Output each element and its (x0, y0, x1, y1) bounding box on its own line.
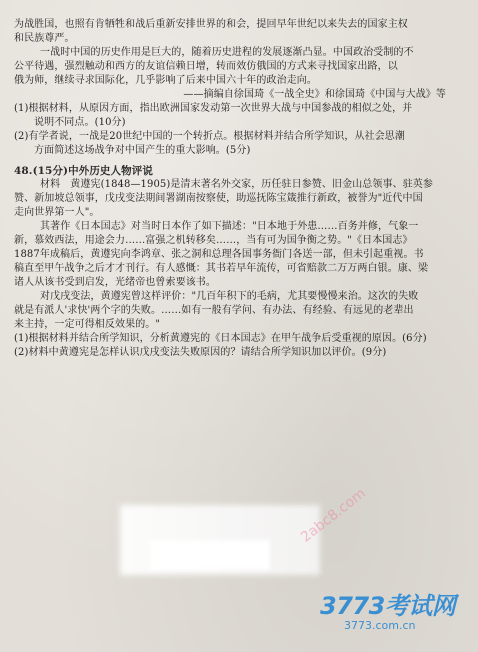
material-line: 对戊戌变法，黄遵宪曾这样评价："几百年积下的毛病，尤其要慢慢来治。这次的失败 (40, 291, 419, 302)
material-line: 走向世界第一人"。 (14, 207, 100, 218)
text-line: 说明不同点。(10分) (34, 117, 126, 128)
material-line: 1887年成稿后，黄遵宪向李鸿章、张之洞和总理各国事务衙门各送一部，但未引起重视。书 (14, 249, 424, 260)
text-line: 和民族尊严。 (14, 33, 75, 44)
logo-main-text: 3773考试网 (320, 592, 456, 620)
material-line: 来主持，一定可得相反效果的。" (14, 319, 161, 330)
logo-sub-text: 3773.com.cn (344, 619, 416, 632)
watermark-logo (320, 593, 470, 643)
text-line: 为战胜国，也照有肯牺牲和战后重新安排世界的和会，提回早年世纪以来失去的国家主权 (14, 19, 408, 30)
text-line: 一战时中国的历史作用是巨大的，随着历史进程的发展逐渐凸显。中国政治受制的不 (40, 47, 414, 58)
text-line: 公平待遇，强烈触动和西方的友谊信赖日增，转而效仿俄国的方式来寻找国家出路，以 (14, 61, 398, 72)
question-48-2: (2)材料中黄遵宪是怎样认识戊戌变法失败原因的？请结合所学知识加以评价。(9分) (14, 347, 387, 358)
question-1: (1)根据材料，从原因方面，指出欧洲国家发动第一次世界大战与中国参战的相似之处，并 (14, 103, 413, 114)
material-line: 诸人从该书受到启发，光绪帝也曾索要该书。 (14, 277, 216, 288)
source-citation: ——摘编自徐国琦《一战全史》和徐国琦《中国与大战》等 (183, 89, 446, 100)
question-48-1: (1)根据材料并结合所学知识，分析黄遵宪的《日本国志》在甲午战争后受重视的原因。(6分) (14, 333, 427, 344)
material-line: 材料 黄遵宪(1848—1905)是清末著名外交家，历任驻日参赞、旧金山总领事、驻英参 (40, 179, 434, 190)
material-line: 新，慕效西法，用途会力……富强之机转移矣……，当有可为国争衡之势。"《日本国志》 (14, 235, 413, 246)
text-line: 俄为师，继续寻求国际化，几乎影响了后来中国六十年的政治走向。 (14, 75, 317, 86)
material-line: 赞、新加坡总领事，戊戌变法期间署湖南按察使，助巡抚陈宝箴推行新政，被誉为"近代中国 (14, 193, 423, 204)
watermark-small: 2abc8.com (298, 485, 369, 546)
question-2: (2)有学者说，一战是20世纪中国的一个转折点。根据材料并结合所学知识，从社会思潮 (14, 131, 405, 142)
document-body (14, 18, 466, 360)
question-48-heading: 48.(15分)中外历史人物评说 (14, 165, 153, 177)
material-line: 其著作《日本国志》对当时日本作了如下描述："日本地于外患……百务并修，气象一 (40, 221, 419, 232)
material-line: 就是有派人'求快'两个字的失败。……如有一般有学问、有办法、有经验、有远见的老辈出 (14, 305, 414, 316)
blurred-area (150, 540, 270, 570)
material-line: 稿直至甲午战争之后才才刊行。有人感慨：其书若早年流传，可省赔款二万万两白银。康、梁 (14, 263, 429, 274)
text-line: 方面简述这场战争对中国产生的重大影响。(5分) (34, 145, 251, 156)
